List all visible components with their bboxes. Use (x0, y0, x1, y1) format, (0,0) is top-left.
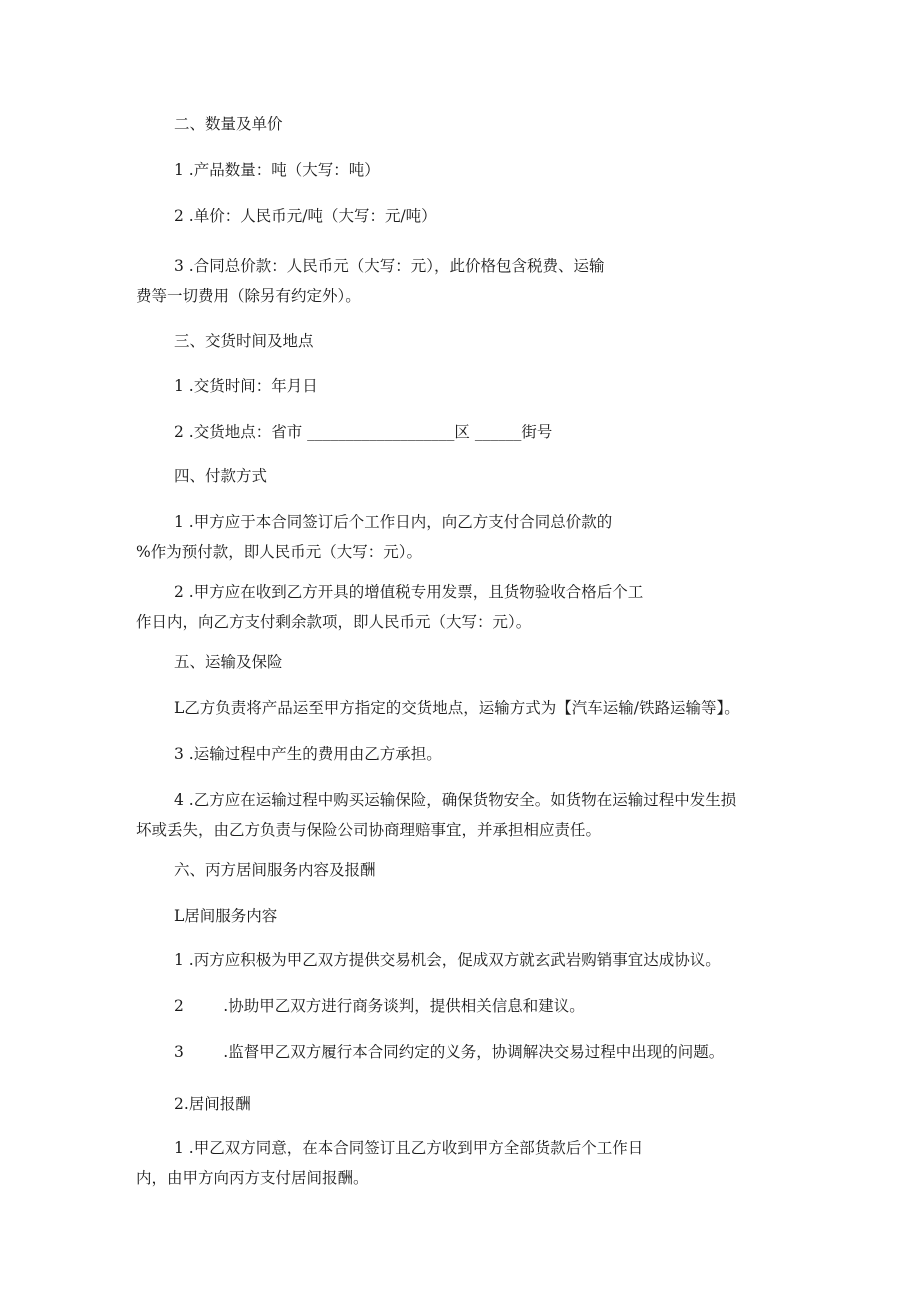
section-6-service-item-1 (174, 950, 721, 970)
text-line: 五、运输及保险 (174, 653, 283, 671)
section-3-item-1 (174, 376, 318, 396)
text-line: 六、丙方居间服务内容及报酬 (174, 861, 376, 879)
text-line: 坏或丢失，由乙方负责与保险公司协商理赔事宜，并承担相应责任。 (136, 821, 602, 839)
section-6-reward-item-1 (136, 1138, 644, 1188)
section-5-item-3 (174, 744, 442, 764)
text-line: 作日内，向乙方支付剩余款项，即人民币元（大写：元）。 (136, 613, 532, 631)
text-line: 1 .甲乙双方同意，在本合同签订且乙方收到甲方全部货款后个工作日 (174, 1139, 644, 1157)
text-line: %作为预付款，即人民币元（大写：元）。 (136, 543, 422, 561)
section-2-item-1 (174, 160, 380, 180)
text-line: 四、付款方式 (174, 467, 268, 485)
section-6-heading (174, 860, 376, 880)
text-line: 1 .甲方应于本合同签订后个工作日内，向乙方支付合同总价款的 (174, 513, 613, 531)
text-line: 1 .产品数量：吨（大写：吨） (174, 161, 380, 179)
section-6-subheading-1 (174, 906, 277, 926)
text-line: 2.居间报酬 (174, 1095, 251, 1113)
text-line: 2 .单价：人民币元/吨（大写：元/吨） (174, 207, 437, 225)
text-line: 1 .交货时间：年月日 (174, 377, 318, 395)
section-2-item-2 (174, 206, 437, 226)
text-line: 3 .监督甲乙双方履行本合同约定的义务，协调解决交易过程中出现的问题。 (174, 1043, 725, 1061)
text-line: 内，由甲方向丙方支付居间报酬。 (136, 1169, 369, 1187)
text-line: 费等一切费用（除另有约定外）。 (136, 287, 361, 305)
text-line: 1 .丙方应积极为甲乙双方提供交易机会，促成双方就玄武岩购销事宜达成协议。 (174, 951, 721, 969)
section-4-item-1 (136, 512, 613, 562)
text-line: L居间服务内容 (174, 907, 278, 925)
section-2-item-3 (136, 256, 605, 306)
section-6-service-item-3 (174, 1042, 724, 1062)
section-3-item-2 (174, 422, 552, 442)
section-6-service-item-2 (174, 996, 585, 1016)
text-line: 3 .合同总价款：人民币元（大写：元），此价格包含税费、运输 (174, 257, 605, 275)
text-line: 3 .运输过程中产生的费用由乙方承担。 (174, 745, 442, 763)
section-4-item-2 (136, 582, 644, 632)
section-6-subheading-2 (174, 1094, 251, 1114)
section-2-heading (174, 114, 283, 134)
section-5-heading (174, 652, 283, 672)
section-5-item-4 (136, 790, 737, 840)
section-3-heading (174, 331, 314, 351)
text-line: 2 .协助甲乙双方进行商务谈判，提供相关信息和建议。 (174, 997, 585, 1015)
text-line: 二、数量及单价 (174, 115, 283, 133)
section-4-heading (174, 466, 267, 486)
section-5-item-1 (174, 698, 740, 718)
text-line: 4 .乙方应在运输过程中购买运输保险，确保货物安全。如货物在运输过程中发生损 (174, 791, 737, 809)
text-line: 2 .交货地点：省市 ___________________区 ______街号 (174, 423, 553, 441)
text-line: 2 .甲方应在收到乙方开具的增值税专用发票，且货物验收合格后个工 (174, 583, 644, 601)
text-line: L乙方负责将产品运至甲方指定的交货地点，运输方式为【汽车运输/铁路运输等】。 (174, 699, 740, 717)
text-line: 三、交货时间及地点 (174, 332, 314, 350)
